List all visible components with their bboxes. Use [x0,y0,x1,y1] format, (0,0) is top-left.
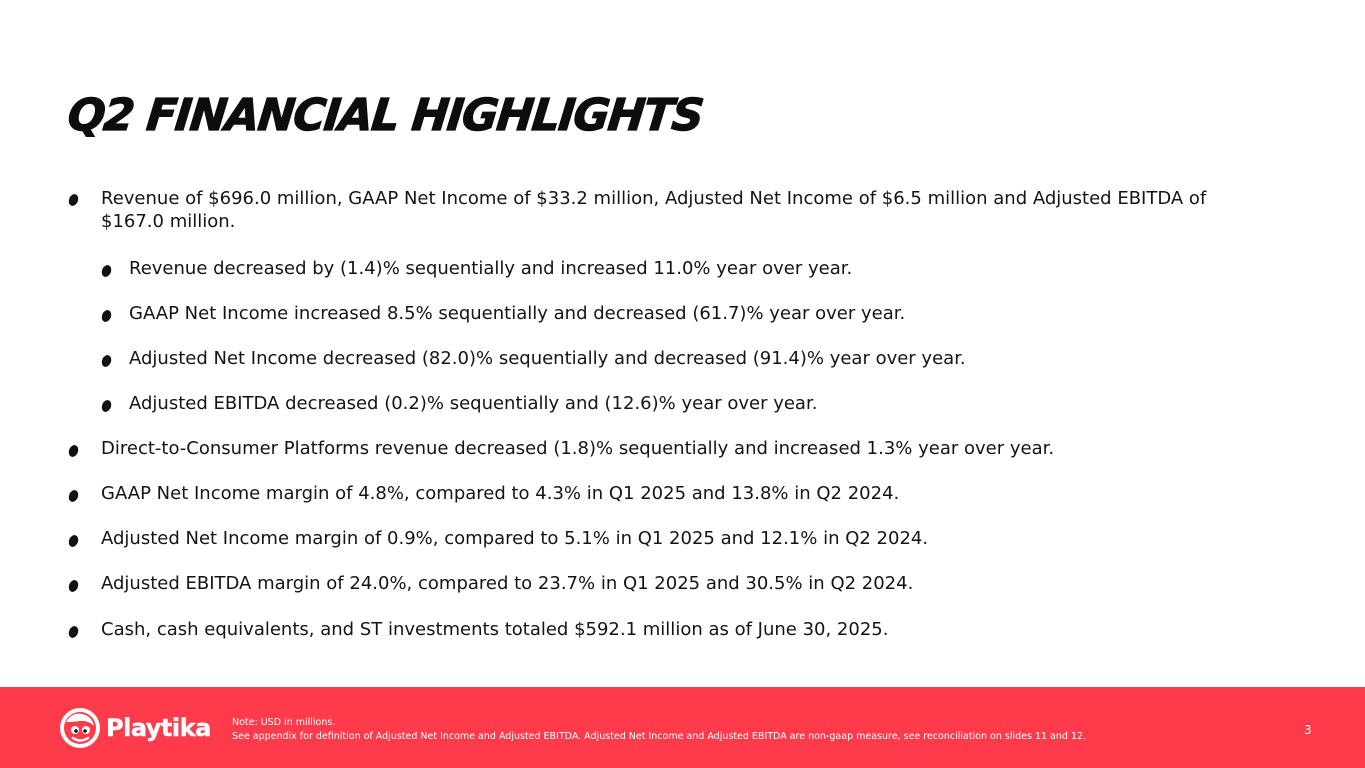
bullet-item: Direct-to-Consumer Platforms revenue decreased (1.8)% sequentially and increased 1.3% year over year. [101,438,1055,459]
sub-bullet-dot [100,309,113,323]
bullet-item: Adjusted Net Income margin of 0.9%, compared to 5.1% in Q1 2025 and 12.1% in Q2 2024. [101,528,929,549]
sub-bullet-item: GAAP Net Income increased 8.5% sequentially and decreased (61.7)% year over year. [129,303,906,324]
bullet-dot [67,489,80,503]
sub-bullet-item: Revenue decreased by (1.4)% sequentially and increased 11.0% year over year. [129,258,853,279]
bullet-dot [67,193,80,207]
slide-title: Q2 FINANCIAL HIGHLIGHTS [65,90,705,141]
footer-bar [0,687,1365,768]
brand-name: Playtika [106,714,211,742]
sub-bullet-item: Adjusted Net Income decreased (82.0)% sequentially and decreased (91.4)% year over year. [129,348,966,369]
footnote-line-1: Note: USD in millions. [232,717,336,728]
sub-bullet-dot [100,354,113,368]
footnote [232,716,1086,744]
bullet-item: GAAP Net Income margin of 4.8%, compared to 4.3% in Q1 2025 and 13.8% in Q2 2024. [101,483,900,504]
bullet-dot [67,625,80,639]
playtika-logo [58,706,211,750]
page-number: 3 [1304,723,1312,737]
footnote-line-2: See appendix for definition of Adjusted Net Income and Adjusted EBITDA. Adjusted Net Income and Adjusted EBITDA are non-gaap measure, see reconciliation on slides 11 and 12. [232,731,1087,742]
bullet-item: Adjusted EBITDA margin of 24.0%, compared to 23.7% in Q1 2025 and 30.5% in Q2 2024. [101,573,914,594]
playtika-mascot-icon [58,706,102,750]
bullet-text: Revenue of $696.0 million, GAAP Net Income of $33.2 million, Adjusted Net Income of $6.5 million and Adjusted EBITDA of $167.0 million. [101,188,1207,232]
bullet-item [101,187,1251,233]
bullet-dot [67,534,80,548]
sub-bullet-dot [100,264,113,278]
bullet-dot [67,444,80,458]
sub-bullet-dot [100,399,113,413]
bullet-item: Cash, cash equivalents, and ST investments totaled $592.1 million as of June 30, 2025. [101,619,889,640]
sub-bullet-item: Adjusted EBITDA decreased (0.2)% sequentially and (12.6)% year over year. [129,393,818,414]
bullet-dot [67,579,80,593]
